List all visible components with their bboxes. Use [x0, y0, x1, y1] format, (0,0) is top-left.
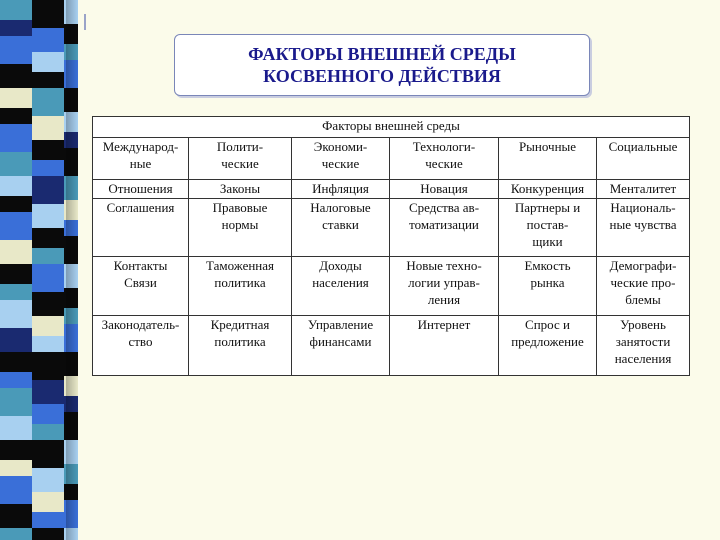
table-cell: Доходы населения — [292, 257, 390, 315]
stripe-segment — [0, 352, 32, 372]
factors-table — [92, 116, 690, 376]
table-row — [93, 315, 690, 375]
stripe-segment — [32, 492, 64, 512]
stripe-segment — [32, 468, 64, 492]
stripe-segment — [32, 116, 64, 140]
table-row — [93, 257, 690, 315]
stripe-segment — [32, 160, 64, 176]
stripe-segment — [32, 228, 64, 248]
title-line-2: КОСВЕННОГО ДЕЙСТВИЯ — [263, 66, 501, 86]
stripe-segment — [0, 328, 32, 352]
table-cell: Интернет — [390, 315, 499, 375]
stripe-segment — [32, 248, 64, 264]
stripe-segment — [0, 300, 32, 328]
stripe-segment — [0, 460, 32, 476]
table-cell: Демографи- ческие про- блемы — [597, 257, 690, 315]
column-header: Технологи- ческие — [390, 138, 499, 180]
stripe-segment — [32, 140, 64, 160]
table-cell: Управление финансами — [292, 315, 390, 375]
stripe-segment — [32, 28, 64, 52]
table-row — [93, 198, 690, 256]
stripe-segment — [0, 264, 32, 284]
column-subheader: Инфляция — [292, 180, 390, 198]
stripe-segment — [32, 52, 64, 72]
stripe-segment — [0, 108, 32, 124]
stripe-segment — [32, 316, 64, 336]
stripe-segment — [0, 388, 32, 416]
stripe-segment — [0, 152, 32, 176]
stripe-segment — [0, 88, 32, 108]
stripe-segment — [0, 20, 32, 36]
column-subheader: Законы — [189, 180, 292, 198]
table-cell: Националь- ные чувства — [597, 198, 690, 256]
stripe-segment — [32, 424, 64, 440]
stripe-segment — [0, 372, 32, 388]
table-cell: Соглашения — [93, 198, 189, 256]
stripe-segment — [0, 64, 32, 88]
table-cell: Кредитная политика — [189, 315, 292, 375]
table-cell: Новые техно- логии управ- ления — [390, 257, 499, 315]
stripe-segment — [32, 176, 64, 204]
table-cell: Емкость рынка — [499, 257, 597, 315]
stripe-segment — [32, 264, 64, 292]
table-cell: Законодатель- ство — [93, 315, 189, 375]
table-cell: Таможенная политика — [189, 257, 292, 315]
stripe-segment — [32, 404, 64, 424]
stripe-segment — [32, 352, 64, 380]
stripe-segment — [0, 440, 32, 460]
slide-title-box — [174, 34, 590, 96]
stripe-segment — [32, 528, 64, 540]
stripe-segment — [32, 440, 64, 468]
column-header: Социальные — [597, 138, 690, 180]
table-cell: Контакты Связи — [93, 257, 189, 315]
column-subheader: Менталитет — [597, 180, 690, 198]
stripe-segment — [32, 0, 64, 28]
stripe-segment — [0, 416, 32, 440]
stripe-segment — [0, 476, 32, 504]
stripe-segment — [0, 196, 32, 212]
decorative-stripe-bar — [0, 0, 78, 540]
stripe-segment — [0, 176, 32, 196]
stripe-segment — [32, 292, 64, 316]
stripe-segment — [0, 0, 32, 20]
slide-marker — [84, 14, 86, 30]
stripe-segment — [0, 240, 32, 264]
column-header: Рыночные — [499, 138, 597, 180]
stripe-segment — [32, 380, 64, 404]
stripe-segment — [32, 204, 64, 228]
column-subheader: Новация — [390, 180, 499, 198]
column-header: Полити- ческие — [189, 138, 292, 180]
table-caption: Факторы внешней среды — [93, 117, 690, 138]
stripe-shadow — [66, 0, 78, 540]
stripe-segment — [32, 88, 64, 116]
column-header: Экономи- ческие — [292, 138, 390, 180]
stripe-segment — [0, 36, 32, 64]
stripe-column-left — [0, 0, 32, 540]
stripe-segment — [32, 336, 64, 352]
table-cell: Средства ав- томатизации — [390, 198, 499, 256]
stripe-column-middle — [32, 0, 64, 540]
stripe-segment — [0, 212, 32, 240]
table-cell: Налоговые ставки — [292, 198, 390, 256]
table-cell: Спрос и предложение — [499, 315, 597, 375]
table-cell: Уровень занятости населения — [597, 315, 690, 375]
stripe-segment — [32, 512, 64, 528]
stripe-segment — [0, 124, 32, 152]
stripe-segment — [0, 504, 32, 528]
table-cell: Партнеры и постав- щики — [499, 198, 597, 256]
table-cell: Правовые нормы — [189, 198, 292, 256]
column-subheader: Отношения — [93, 180, 189, 198]
column-subheader: Конкуренция — [499, 180, 597, 198]
stripe-segment — [0, 284, 32, 300]
stripe-segment — [0, 528, 32, 540]
column-header: Международ- ные — [93, 138, 189, 180]
title-line-1: ФАКТОРЫ ВНЕШНЕЙ СРЕДЫ — [248, 44, 516, 64]
stripe-segment — [32, 72, 64, 88]
